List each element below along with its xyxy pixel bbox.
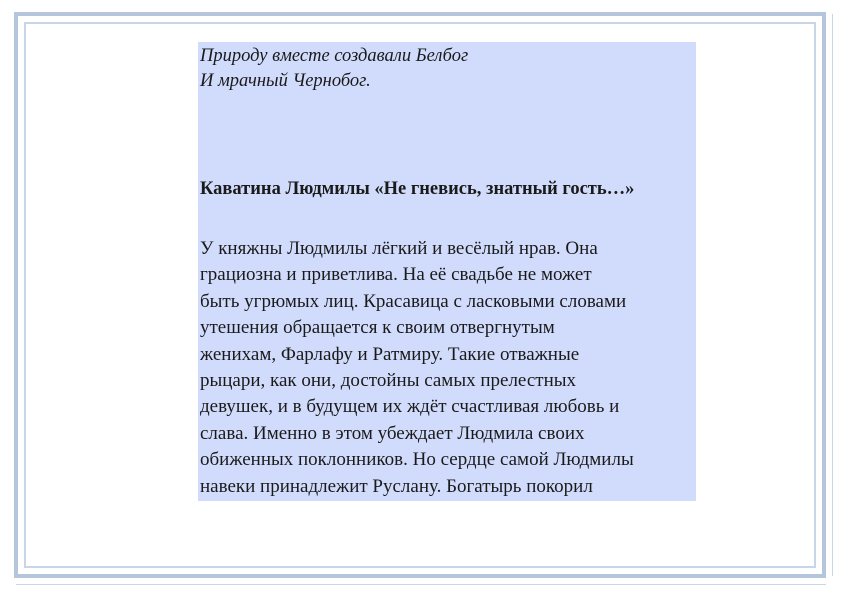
body-line: женихам, Фарлафу и Ратмиру. Такие отважные <box>200 343 580 365</box>
body-line: утешения обращается к своим отвергнутым <box>200 317 555 339</box>
body-line: У княжны Людмилы лёгкий и весёлый нрав. Она <box>200 238 598 259</box>
body-line: грациозна и приветлива. На её свадьбе не может <box>200 264 592 286</box>
epigraph-line-1: Природу вместе создавали Белбог <box>200 46 469 66</box>
epigraph <box>200 44 694 94</box>
frame-shadow-right <box>832 14 833 576</box>
section-heading: Каватина Людмилы «Не гневись, знатный гость…» <box>200 179 635 199</box>
epigraph-line-2: И мрачный Чернобог. <box>200 71 371 91</box>
body-line: девушек, и в будущем их ждёт счастливая любовь и <box>200 396 620 418</box>
body-line: рыцари, как они, достойны самых прелестных <box>200 370 577 392</box>
body-line: слава. Именно в этом убеждает Людмила своих <box>200 422 585 444</box>
body-line: быть угрюмых лиц. Красавица с ласковыми словами <box>200 290 627 312</box>
frame-shadow-bottom <box>16 584 826 585</box>
text-box[interactable] <box>198 42 696 501</box>
body-line: обиженных поклонников. Но сердце самой Людмилы <box>200 449 634 471</box>
body-line: навеки принадлежит Руслану. Богатырь покорил <box>200 475 593 497</box>
body-paragraph <box>200 236 696 500</box>
